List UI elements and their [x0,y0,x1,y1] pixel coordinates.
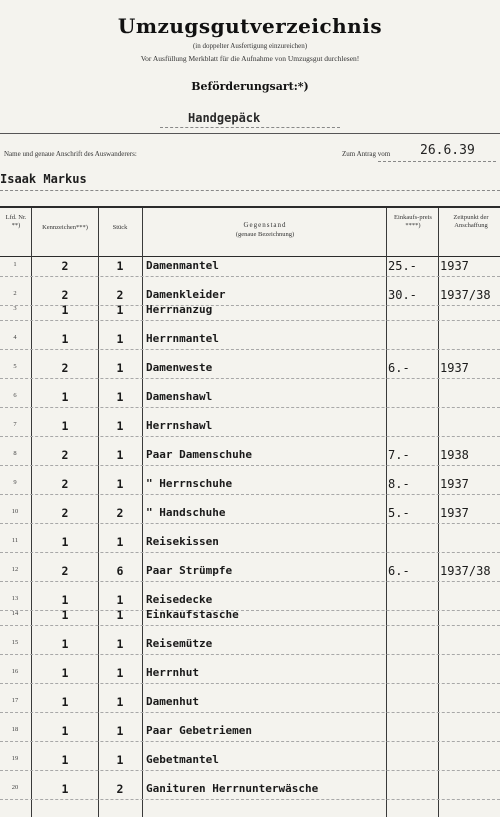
item-description: Reisedecke [146,593,213,606]
table-row [0,627,500,656]
price-value: 6.- [388,361,410,375]
row-number: 3 [13,305,17,312]
row-line [0,465,500,466]
stueck-value: 1 [116,390,124,404]
header-nr: Lfd. Nr. **) [5,214,27,229]
item-description: Paar Damenschuhe [146,448,252,461]
row-line [0,320,500,321]
stueck-value: 1 [116,259,124,273]
name-line [0,190,500,191]
header-zeitpunkt: Zeitpunkt der Anschaffung [453,214,489,229]
row-line [0,654,500,655]
kennzeichen-value: 1 [61,724,69,738]
kennzeichen-value: 1 [61,753,69,767]
table-row [0,249,500,278]
stueck-value: 1 [116,637,124,651]
row-number: 20 [11,784,19,791]
kennzeichen-value: 1 [61,535,69,549]
row-line [0,349,500,350]
stueck-value: 1 [116,332,124,346]
stueck-value: 1 [116,593,124,607]
row-line [0,378,500,379]
transport-value: Handgepäck [188,111,261,125]
item-description: Paar Gebetriemen [146,724,252,737]
stueck-value: 1 [116,753,124,767]
name-label: Name und genaue Anschrift des Auswanderers: [4,150,137,158]
item-description: " Herrnschuhe [146,477,233,490]
stueck-value: 2 [116,506,124,520]
row-number: 5 [13,363,17,370]
date-label: Zum Antrag vom [342,150,391,158]
acquisition-year: 1938 [440,448,469,462]
table-row [0,525,500,554]
row-number: 9 [13,479,17,486]
price-value: 30.- [388,288,417,302]
kennzeichen-value: 2 [61,506,69,520]
stueck-value: 1 [116,419,124,433]
instruction-note: (in doppelter Ausfertigung einzureichen) [192,42,308,50]
table-row [0,554,500,583]
kennzeichen-value: 1 [61,303,69,317]
table-row [0,743,500,772]
table-row [0,496,500,525]
item-description: Ganituren Herrnunterwäsche [146,782,319,795]
acquisition-year: 1937 [440,361,469,375]
item-description: Damenmantel [146,259,219,272]
table-row [0,322,500,351]
kennzeichen-value: 1 [61,332,69,346]
price-value: 25.- [388,259,417,273]
kennzeichen-value: 1 [61,608,69,622]
table-row [0,467,500,496]
row-number: 13 [11,595,19,602]
item-description: Herrnshawl [146,419,213,432]
stueck-value: 1 [116,695,124,709]
kennzeichen-value: 1 [61,637,69,651]
stueck-value: 1 [116,448,124,462]
kennzeichen-value: 2 [61,477,69,491]
kennzeichen-value: 2 [61,448,69,462]
row-line [0,712,500,713]
stueck-value: 6 [116,564,124,578]
row-line [0,436,500,437]
row-number: 2 [13,290,17,297]
table-row [0,409,500,438]
row-number: 6 [13,392,17,399]
kennzeichen-value: 2 [61,564,69,578]
row-line [0,625,500,626]
row-number: 14 [11,610,19,617]
table-row [0,351,500,380]
row-line [0,799,500,800]
stueck-value: 2 [116,782,124,796]
row-number: 17 [11,697,19,704]
row-number: 12 [11,566,19,573]
separator-line [0,133,500,134]
item-description: Herrnanzug [146,303,213,316]
header-preis: Einkaufs-preis ****) [394,214,432,229]
price-value: 5.- [388,506,410,520]
header-gegenstand-sub: (genaue Bezeichnung) [235,231,295,238]
row-number: 11 [11,537,19,544]
row-number: 15 [11,639,19,646]
stueck-value: 1 [116,724,124,738]
acquisition-year: 1937 [440,259,469,273]
item-description: Paar Strümpfe [146,564,233,577]
stueck-value: 1 [116,477,124,491]
table-row [0,685,500,714]
row-line [0,523,500,524]
row-line [0,407,500,408]
instruction-note-2: Vor Ausfüllung Merkblatt für die Aufnahme von Umzugsgut durchlesen! [140,54,360,63]
row-number: 19 [11,755,19,762]
stueck-value: 1 [116,535,124,549]
item-description: Reisemütze [146,637,213,650]
item-description: Damenweste [146,361,213,374]
item-description: Herrnhut [146,666,199,679]
stueck-value: 1 [116,666,124,680]
item-description: Einkaufstasche [146,608,239,621]
row-number: 16 [11,668,19,675]
kennzeichen-value: 2 [61,361,69,375]
row-line [0,494,500,495]
acquisition-year: 1937 [440,506,469,520]
row-line [0,741,500,742]
item-description: Damenshawl [146,390,213,403]
header-kennzeichen: Kennzeichen***) [42,224,88,231]
row-number: 18 [11,726,19,733]
row-line [0,276,500,277]
item-description: " Handschuhe [146,506,226,519]
row-line [0,770,500,771]
kennzeichen-value: 1 [61,782,69,796]
item-description: Damenhut [146,695,199,708]
item-description: Herrnmantel [146,332,219,345]
stueck-value: 1 [116,608,124,622]
price-value: 6.- [388,564,410,578]
row-number: 7 [13,421,17,428]
transport-line [160,127,340,128]
kennzeichen-value: 2 [61,259,69,273]
table-row [0,598,500,627]
item-description: Reisekissen [146,535,219,548]
row-number: 1 [13,261,17,268]
price-value: 8.- [388,477,410,491]
kennzeichen-value: 1 [61,695,69,709]
row-number: 4 [13,334,17,341]
table-row [0,438,500,467]
table-row [0,714,500,743]
kennzeichen-value: 1 [61,593,69,607]
row-number: 8 [13,450,17,457]
stueck-value: 2 [116,288,124,302]
item-description: Gebetmantel [146,753,219,766]
row-line [0,581,500,582]
row-line [0,683,500,684]
table-row [0,656,500,685]
acquisition-year: 1937/38 [440,288,491,302]
acquisition-year: 1937 [440,477,469,491]
stueck-value: 1 [116,361,124,375]
kennzeichen-value: 1 [61,419,69,433]
document-title: Umzugsgutverzeichnis [117,14,383,38]
name-value: Isaak Markus [0,172,87,186]
header-stueck: Stück [112,224,128,231]
table-row [0,772,500,801]
stueck-value: 1 [116,303,124,317]
date-line [378,161,496,162]
kennzeichen-value: 2 [61,288,69,302]
price-value: 7.- [388,448,410,462]
kennzeichen-value: 1 [61,666,69,680]
table-row [0,380,500,409]
item-description: Damenkleider [146,288,226,301]
transport-label: Beförderungsart:*) [191,80,309,93]
inventory-table [0,206,500,817]
row-number: 10 [11,508,19,515]
row-line [0,552,500,553]
date-value: 26.6.39 [420,143,475,158]
acquisition-year: 1937/38 [440,564,491,578]
kennzeichen-value: 1 [61,390,69,404]
table-row [0,293,500,322]
header-gegenstand: Gegenstand [243,221,287,229]
